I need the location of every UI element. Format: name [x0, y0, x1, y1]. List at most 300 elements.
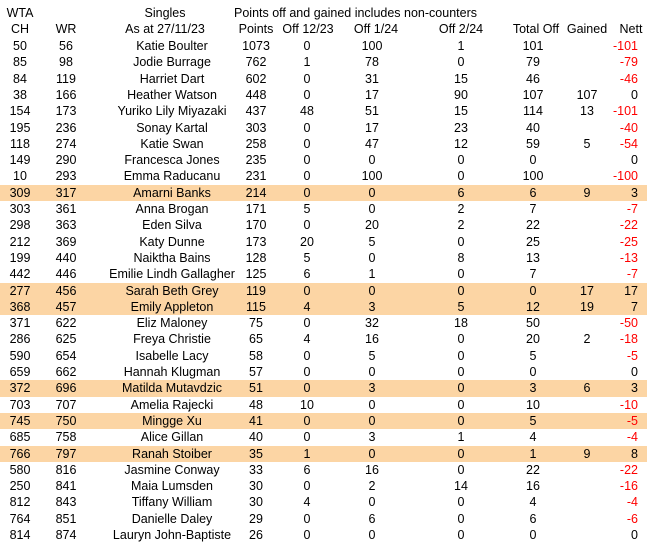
cell-off-2-24: 0: [457, 348, 465, 363]
cell-off-12-23: 0: [303, 479, 311, 494]
cell-wta-ch: 38: [13, 87, 27, 102]
cell-player-name: Danielle Daley: [131, 511, 213, 526]
cell-points: 58: [249, 348, 263, 363]
cell-gained: 9: [583, 185, 591, 200]
table-row: [0, 120, 647, 136]
header-total-off: Total Off: [512, 22, 560, 36]
cell-wta-ch: 764: [9, 511, 31, 526]
cell-off-1-24: 47: [365, 136, 379, 151]
cell-total-off: 6: [529, 185, 537, 200]
cell-nett: -101: [612, 104, 638, 119]
cell-player-name: Maia Lumsden: [131, 479, 213, 494]
table-row: [0, 478, 647, 494]
cell-nett: -18: [619, 332, 638, 347]
cell-wr: 457: [55, 299, 77, 314]
cell-total-off: 7: [529, 267, 537, 282]
cell-off-12-23: 4: [303, 299, 311, 314]
cell-wta-ch: 590: [9, 348, 31, 363]
table-row: [0, 527, 647, 543]
table-row: [0, 429, 647, 445]
cell-total-off: 46: [526, 71, 540, 86]
cell-off-2-24: 0: [457, 511, 465, 526]
cell-gained: 13: [580, 104, 594, 119]
cell-off-2-24: 0: [457, 234, 465, 249]
cell-player-name: Katie Swan: [140, 136, 204, 151]
cell-wr: 654: [55, 348, 77, 363]
cell-wr: 797: [55, 446, 77, 461]
cell-total-off: 12: [526, 299, 540, 314]
cell-points: 214: [245, 185, 267, 200]
cell-nett: -100: [612, 169, 638, 184]
cell-wr: 816: [55, 462, 77, 477]
cell-off-12-23: 0: [303, 430, 311, 445]
table-row: [0, 446, 647, 462]
cell-total-off: 7: [529, 202, 537, 216]
cell-player-name: Katie Boulter: [136, 39, 208, 53]
cell-points: 40: [249, 430, 263, 445]
cell-wr: 696: [55, 381, 77, 396]
table-row: [0, 299, 647, 315]
cell-player-name: Amarni Banks: [133, 185, 211, 200]
cell-player-name: Ranah Stoiber: [132, 446, 212, 461]
cell-off-12-23: 6: [303, 462, 311, 477]
cell-off-2-24: 0: [457, 413, 465, 428]
cell-off-2-24: 0: [457, 169, 465, 184]
cell-off-12-23: 0: [303, 528, 311, 542]
cell-points: 30: [249, 479, 263, 494]
table-row: [0, 87, 647, 103]
cell-off-1-24: 0: [368, 365, 376, 379]
cell-points: 235: [245, 153, 267, 168]
cell-total-off: 59: [526, 136, 540, 151]
cell-nett: -79: [619, 55, 638, 70]
cell-wr: 758: [55, 430, 77, 445]
cell-off-2-24: 0: [457, 528, 465, 542]
cell-gained: 9: [583, 446, 591, 461]
table-row: [0, 413, 647, 429]
cell-nett: -10: [619, 397, 638, 412]
cell-off-12-23: 0: [303, 283, 311, 298]
header-wta: WTA: [6, 6, 34, 20]
cell-off-2-24: 1: [457, 39, 465, 53]
cell-nett: 7: [631, 299, 638, 314]
cell-wta-ch: 703: [9, 397, 31, 412]
cell-points: 29: [249, 511, 263, 526]
cell-wta-ch: 85: [13, 55, 27, 70]
cell-off-1-24: 0: [368, 495, 376, 510]
cell-off-12-23: 0: [303, 381, 311, 396]
cell-off-2-24: 0: [457, 446, 465, 461]
cell-nett: -40: [619, 120, 638, 135]
cell-total-off: 5: [529, 413, 537, 428]
cell-total-off: 1: [529, 446, 537, 461]
cell-player-name: Tiffany William: [131, 495, 213, 510]
cell-off-2-24: 0: [457, 267, 465, 282]
cell-wr: 369: [55, 234, 77, 249]
cell-off-1-24: 3: [368, 381, 376, 396]
cell-total-off: 10: [526, 397, 540, 412]
table-row: [0, 54, 647, 70]
cell-off-2-24: 0: [457, 381, 465, 396]
cell-wta-ch: 250: [9, 479, 31, 494]
cell-off-1-24: 16: [365, 462, 379, 477]
cell-points: 762: [245, 55, 267, 70]
cell-off-1-24: 16: [365, 332, 379, 347]
cell-points: 448: [245, 87, 267, 102]
header-nett: Nett: [619, 22, 643, 36]
cell-total-off: 5: [529, 348, 537, 363]
table-row: [0, 283, 647, 299]
cell-off-1-24: 5: [368, 234, 376, 249]
cell-wta-ch: 277: [9, 283, 31, 298]
cell-player-name: Jodie Burrage: [133, 55, 211, 70]
cell-player-name: Harriet Dart: [139, 71, 205, 86]
cell-nett: -6: [626, 511, 638, 526]
cell-player-name: Naiktha Bains: [133, 250, 211, 265]
cell-total-off: 22: [526, 218, 540, 233]
cell-player-name: Eden Silva: [142, 218, 202, 233]
cell-wr: 662: [55, 365, 77, 379]
cell-points: 231: [245, 169, 267, 184]
cell-points: 602: [245, 71, 267, 86]
cell-points: 65: [249, 332, 263, 347]
cell-off-1-24: 5: [368, 348, 376, 363]
cell-off-1-24: 0: [368, 528, 376, 542]
cell-off-12-23: 1: [303, 55, 311, 70]
table-row: [0, 364, 647, 380]
cell-player-name: Heather Watson: [127, 87, 217, 102]
cell-player-name: Mingge Xu: [142, 413, 202, 428]
header-singles: Singles: [144, 6, 186, 20]
cell-wr: 843: [55, 495, 77, 510]
cell-off-12-23: 4: [303, 495, 311, 510]
cell-wta-ch: 10: [13, 169, 27, 184]
header-ch: CH: [10, 22, 30, 36]
cell-points: 41: [249, 413, 263, 428]
cell-total-off: 22: [526, 462, 540, 477]
cell-off-1-24: 1: [368, 267, 376, 282]
cell-points: 115: [246, 299, 266, 314]
cell-off-2-24: 0: [457, 365, 465, 379]
header-row-2: [0, 22, 647, 37]
cell-off-2-24: 6: [457, 185, 465, 200]
cell-points: 303: [245, 120, 267, 135]
cell-wta-ch: 195: [9, 120, 31, 135]
cell-player-name: Isabelle Lacy: [135, 348, 209, 363]
cell-points: 48: [249, 397, 263, 412]
cell-player-name: Emily Appleton: [130, 299, 214, 314]
table-row: [0, 380, 647, 396]
cell-nett: -25: [619, 234, 638, 249]
cell-player-name: Lauryn John-Baptiste: [112, 528, 232, 542]
cell-nett: -5: [626, 413, 638, 428]
cell-off-1-24: 20: [365, 218, 379, 233]
table-row: [0, 217, 647, 233]
cell-nett: -46: [619, 71, 638, 86]
table-row: [0, 511, 647, 527]
cell-wta-ch: 580: [9, 462, 31, 477]
cell-player-name: Emma Raducanu: [123, 169, 221, 184]
cell-wr: 750: [55, 413, 77, 428]
cell-nett: 0: [631, 153, 638, 168]
cell-nett: -5: [626, 348, 638, 363]
cell-off-1-24: 0: [368, 413, 376, 428]
cell-points: 30: [249, 495, 263, 510]
cell-points: 51: [249, 381, 263, 396]
table-row: [0, 494, 647, 510]
cell-off-12-23: 0: [303, 39, 311, 53]
cell-off-2-24: 90: [454, 87, 468, 102]
cell-nett: -4: [626, 430, 638, 445]
cell-off-12-23: 1: [303, 446, 311, 461]
cell-points: 437: [245, 104, 267, 119]
cell-off-2-24: 15: [454, 71, 468, 86]
cell-off-2-24: 0: [457, 153, 465, 168]
cell-off-12-23: 0: [303, 120, 311, 135]
cell-off-1-24: 0: [368, 283, 376, 298]
cell-nett: 3: [631, 381, 638, 396]
cell-off-1-24: 3: [368, 299, 376, 314]
cell-total-off: 0: [529, 153, 537, 168]
cell-off-1-24: 100: [361, 39, 383, 53]
cell-wr: 166: [55, 87, 77, 102]
cell-off-2-24: 1: [457, 430, 465, 445]
cell-off-1-24: 3: [368, 430, 376, 445]
cell-wta-ch: 303: [9, 202, 31, 216]
cell-total-off: 40: [526, 120, 540, 135]
cell-wta-ch: 685: [9, 430, 31, 445]
cell-gained: 19: [580, 299, 594, 314]
header-row-1: [0, 6, 647, 21]
cell-wr: 293: [55, 169, 77, 184]
cell-player-name: Yuriko Lily Miyazaki: [117, 104, 227, 119]
cell-nett: -7: [626, 202, 638, 216]
cell-wr: 841: [55, 479, 77, 494]
cell-total-off: 4: [529, 495, 537, 510]
cell-off-1-24: 6: [368, 511, 376, 526]
cell-off-2-24: 18: [454, 316, 468, 331]
cell-points: 119: [246, 283, 266, 298]
cell-off-2-24: 0: [457, 495, 465, 510]
header-as-at: As at 27/11/23: [125, 22, 205, 36]
cell-off-2-24: 0: [457, 55, 465, 70]
cell-nett: -101: [612, 39, 638, 53]
cell-off-12-23: 0: [303, 413, 311, 428]
cell-off-1-24: 17: [365, 87, 379, 102]
cell-player-name: Jasmine Conway: [124, 462, 220, 477]
cell-nett: 8: [631, 446, 638, 461]
cell-wr: 119: [56, 71, 76, 86]
cell-off-2-24: 2: [457, 218, 465, 233]
table-row: [0, 152, 647, 168]
cell-total-off: 20: [526, 332, 540, 347]
cell-off-1-24: 2: [368, 479, 376, 494]
cell-player-name: Emilie Lindh Gallagher: [109, 267, 235, 282]
table-row: [0, 168, 647, 184]
cell-player-name: Matilda Mutavdzic: [121, 381, 223, 396]
cell-points: 171: [245, 202, 267, 216]
cell-wta-ch: 50: [13, 39, 27, 53]
cell-points: 1073: [242, 39, 270, 53]
cell-off-2-24: 0: [457, 283, 465, 298]
cell-wta-ch: 154: [9, 104, 31, 119]
cell-off-1-24: 0: [368, 153, 376, 168]
cell-wr: 707: [55, 397, 77, 412]
cell-nett: -7: [626, 267, 638, 282]
cell-off-12-23: 6: [303, 267, 311, 282]
table-row: [0, 136, 647, 152]
cell-wta-ch: 368: [9, 299, 31, 314]
cell-points: 57: [249, 365, 263, 379]
cell-wta-ch: 745: [9, 413, 31, 428]
cell-total-off: 16: [526, 479, 540, 494]
cell-player-name: Katy Dunne: [139, 234, 205, 249]
cell-gained: 6: [583, 381, 591, 396]
cell-nett: 0: [631, 528, 638, 542]
cell-off-1-24: 0: [368, 446, 376, 461]
cell-wta-ch: 212: [9, 234, 31, 249]
cell-off-2-24: 15: [454, 104, 468, 119]
cell-nett: 3: [631, 185, 638, 200]
cell-nett: -50: [619, 316, 638, 331]
cell-total-off: 114: [523, 104, 543, 119]
cell-total-off: 0: [529, 365, 537, 379]
table-row: [0, 462, 647, 478]
cell-wr: 440: [55, 250, 77, 265]
cell-wta-ch: 309: [9, 185, 31, 200]
cell-off-1-24: 51: [365, 104, 379, 119]
cell-total-off: 107: [522, 87, 544, 102]
header-off-1-24: Off 1/24: [353, 22, 399, 36]
cell-nett: 0: [631, 87, 638, 102]
cell-wta-ch: 118: [10, 136, 30, 151]
cell-wr: 274: [55, 136, 77, 151]
cell-wr: 851: [55, 511, 77, 526]
cell-total-off: 13: [526, 250, 540, 265]
cell-off-1-24: 0: [368, 202, 376, 216]
cell-off-2-24: 5: [457, 299, 465, 314]
table-row: [0, 315, 647, 331]
cell-off-12-23: 0: [303, 153, 311, 168]
cell-nett: -22: [619, 218, 638, 233]
cell-off-2-24: 12: [454, 136, 468, 151]
cell-off-2-24: 0: [457, 397, 465, 412]
cell-points: 258: [245, 136, 267, 151]
cell-wr: 874: [55, 528, 77, 542]
cell-wta-ch: 766: [9, 446, 31, 461]
table-row: [0, 38, 647, 54]
table-row: [0, 250, 647, 266]
cell-wta-ch: 298: [9, 218, 31, 233]
cell-points: 125: [245, 267, 267, 282]
table-row: [0, 348, 647, 364]
table-row: [0, 234, 647, 250]
cell-wr: 361: [55, 202, 77, 216]
cell-off-12-23: 0: [303, 87, 311, 102]
cell-wta-ch: 371: [9, 316, 31, 331]
cell-wta-ch: 149: [9, 153, 31, 168]
cell-off-12-23: 4: [303, 332, 311, 347]
header-gained: Gained: [566, 22, 608, 36]
cell-off-12-23: 10: [300, 397, 314, 412]
cell-off-12-23: 5: [303, 202, 311, 216]
cell-total-off: 101: [522, 39, 544, 53]
table-row: [0, 331, 647, 347]
cell-wr: 625: [55, 332, 77, 347]
cell-off-1-24: 17: [365, 120, 379, 135]
cell-total-off: 4: [529, 430, 537, 445]
cell-wta-ch: 659: [9, 365, 31, 379]
cell-total-off: 6: [529, 511, 537, 526]
cell-wta-ch: 814: [9, 528, 31, 542]
cell-player-name: Freya Christie: [133, 332, 211, 347]
cell-off-1-24: 0: [368, 397, 376, 412]
cell-gained: 2: [583, 332, 591, 347]
cell-wta-ch: 372: [9, 381, 31, 396]
cell-off-12-23: 0: [303, 71, 311, 86]
cell-player-name: Francesca Jones: [124, 153, 220, 168]
table-row: [0, 397, 647, 413]
cell-off-1-24: 0: [368, 185, 376, 200]
cell-off-12-23: 5: [303, 250, 311, 265]
cell-off-12-23: 0: [303, 365, 311, 379]
table-row: [0, 185, 647, 201]
cell-off-1-24: 0: [368, 250, 376, 265]
cell-points: 173: [245, 234, 267, 249]
cell-off-1-24: 100: [361, 169, 383, 184]
cell-off-2-24: 14: [454, 479, 468, 494]
cell-total-off: 25: [526, 234, 540, 249]
cell-off-12-23: 20: [300, 234, 314, 249]
cell-wr: 446: [55, 267, 77, 282]
cell-off-2-24: 0: [457, 462, 465, 477]
cell-nett: -54: [619, 136, 638, 151]
cell-player-name: Sarah Beth Grey: [125, 283, 219, 298]
cell-total-off: 3: [529, 381, 537, 396]
cell-wta-ch: 199: [9, 250, 31, 265]
cell-total-off: 0: [529, 528, 537, 542]
cell-player-name: Anna Brogan: [135, 202, 209, 216]
cell-total-off: 79: [526, 55, 540, 70]
cell-off-2-24: 2: [457, 202, 465, 216]
cell-off-12-23: 48: [300, 104, 314, 119]
cell-wr: 173: [55, 104, 77, 119]
cell-wr: 290: [55, 153, 77, 168]
cell-off-1-24: 32: [365, 316, 379, 331]
cell-wr: 236: [55, 120, 77, 135]
cell-nett: -4: [626, 495, 638, 510]
cell-points: 33: [249, 462, 263, 477]
cell-wr: 456: [55, 283, 77, 298]
cell-wta-ch: 84: [13, 71, 27, 86]
cell-wr: 622: [55, 316, 77, 331]
cell-points: 128: [245, 250, 267, 265]
cell-off-2-24: 8: [457, 250, 465, 265]
cell-wr: 317: [55, 185, 77, 200]
cell-points: 75: [249, 316, 263, 331]
header-points: Points: [238, 22, 274, 36]
cell-wta-ch: 812: [9, 495, 31, 510]
cell-wr: 56: [59, 39, 73, 53]
header-off-2-24: Off 2/24: [438, 22, 484, 36]
cell-total-off: 100: [522, 169, 544, 184]
cell-wta-ch: 286: [9, 332, 31, 347]
cell-player-name: Alice Gillan: [140, 430, 204, 445]
cell-total-off: 50: [526, 316, 540, 331]
header-wr: WR: [55, 22, 77, 36]
cell-off-2-24: 23: [454, 120, 468, 135]
cell-nett: -16: [619, 479, 638, 494]
